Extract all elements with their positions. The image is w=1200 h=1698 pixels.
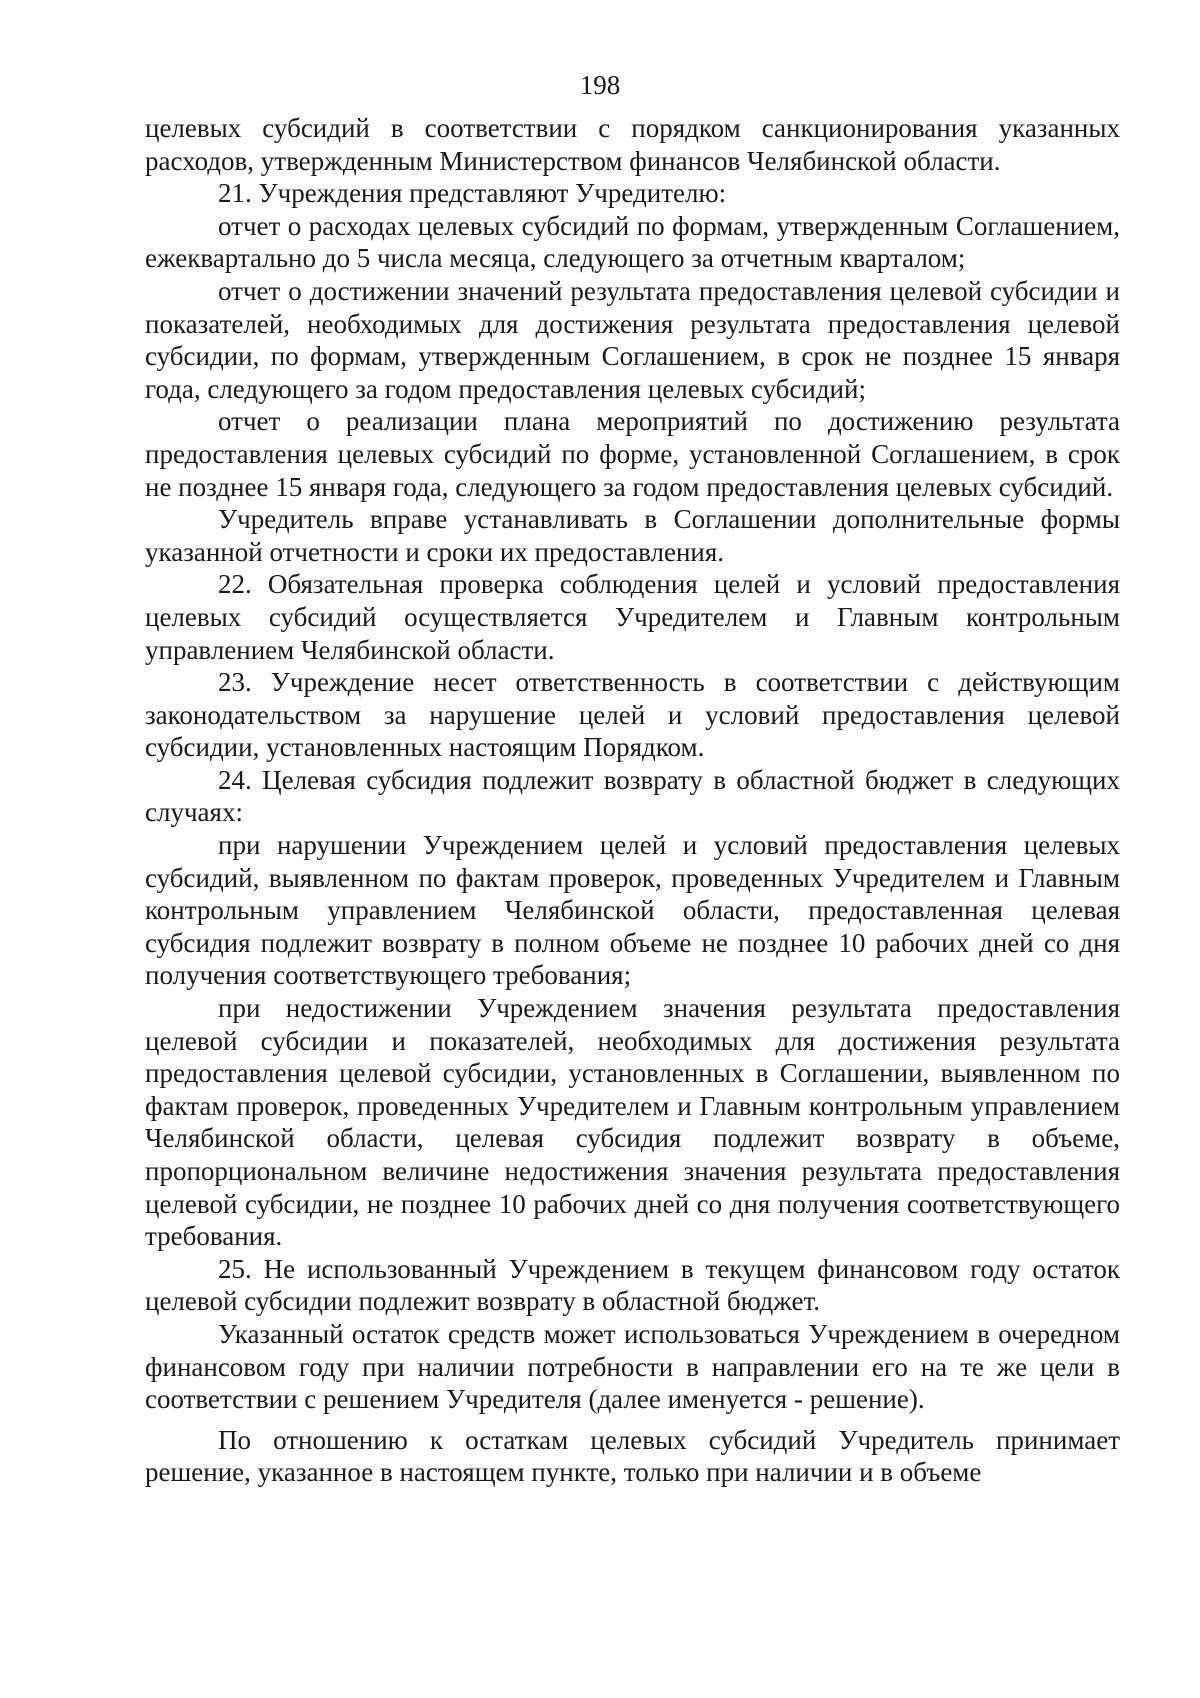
paragraph-item-23: 23. Учреждение несет ответственность в соответствии с действующим законодательством за нарушение целей и условий предоставления целевой субсидии, установленных настоящим Порядком. — [145, 667, 1120, 763]
paragraph-report-expenses: отчет о расходах целевых субсидий по формам, утвержденным Соглашением, ежеквартально до 5 числа месяца, следующего за отчетным кварталом; — [145, 210, 1120, 274]
paragraph-item-21: 21. Учреждения представляют Учредителю: — [218, 178, 727, 209]
paragraph-violation-case: при нарушении Учреждением целей и условий предоставления целевых субсидий, выявленном по фактам проверок, проведенных Учредителем и Главным контрольным управлением Челябинской области, предоставленная целевая субсидия подлежит возврату в полном объеме не позднее 10 рабочих дней со дня получения соответствующего требования; — [145, 830, 1120, 991]
paragraph-remainder-use: Указанный остаток средств может использоваться Учреждением в очередном финансовом году при наличии потребности в направлении его на те же цели в соответствии с решением Учредителя (далее именуется - решение). — [145, 1318, 1120, 1415]
paragraph-non-achievement-case: при недостижении Учреждением значения результата предоставления целевой субсидии и показателей, необходимых для достижения результата предоставления целевой субсидии, установленных в Соглашении, выявленном по фактам проверок, проведенных Учредителем и Главным контрольным управлением Челябинской области, целевая субсидия подлежит возврату в объеме, пропорциональном величине недостижения значения результата предоставления целевой субсидии, не позднее 10 рабочих дней со дня получения соответствующего требования. — [145, 993, 1120, 1252]
page-number: 198 — [579, 70, 621, 100]
paragraph-report-results: отчет о достижении значений результата предоставления целевой субсидии и показателей, необходимых для достижения результата предоставления целевой субсидии, по формам, утвержденным Соглашением, в срок не позднее 15 января года, следующего за годом предоставления целевых субсидий; — [145, 275, 1120, 404]
paragraph-additional-forms: Учредитель вправе устанавливать в Соглашении дополнительные формы указанной отчетности и сроки их предоставления. — [145, 504, 1120, 567]
paragraph-report-plan: отчет о реализации плана мероприятий по достижению результата предоставления целевых субсидий по форме, установленной Соглашением, в срок не позднее 15 января года, следующего за годом предоставления целевых субсидий. — [145, 406, 1120, 502]
paragraph-item-22: 22. Обязательная проверка соблюдения целей и условий предоставления целевых субсидий осуществляется Учредителем и Главным контрольным управлением Челябинской области. — [145, 569, 1120, 665]
document-body — [145, 112, 1120, 1489]
paragraph-continuation: целевых субсидий в соответствии с порядком санкционирования указанных расходов, утвержденным Министерством финансов Челябинской области. — [145, 113, 1120, 176]
paragraph-remainder-decision: По отношению к остаткам целевых субсидий Учредитель принимает решение, указанное в настоящем пункте, только при наличии и в объеме — [145, 1424, 1120, 1488]
paragraph-item-24: 24. Целевая субсидия подлежит возврату в областной бюджет в следующих случаях: — [145, 764, 1120, 828]
paragraph-item-25: 25. Не использованный Учреждением в текущем финансовом году остаток целевой субсидии подлежит возврату в областной бюджет. — [145, 1253, 1120, 1317]
